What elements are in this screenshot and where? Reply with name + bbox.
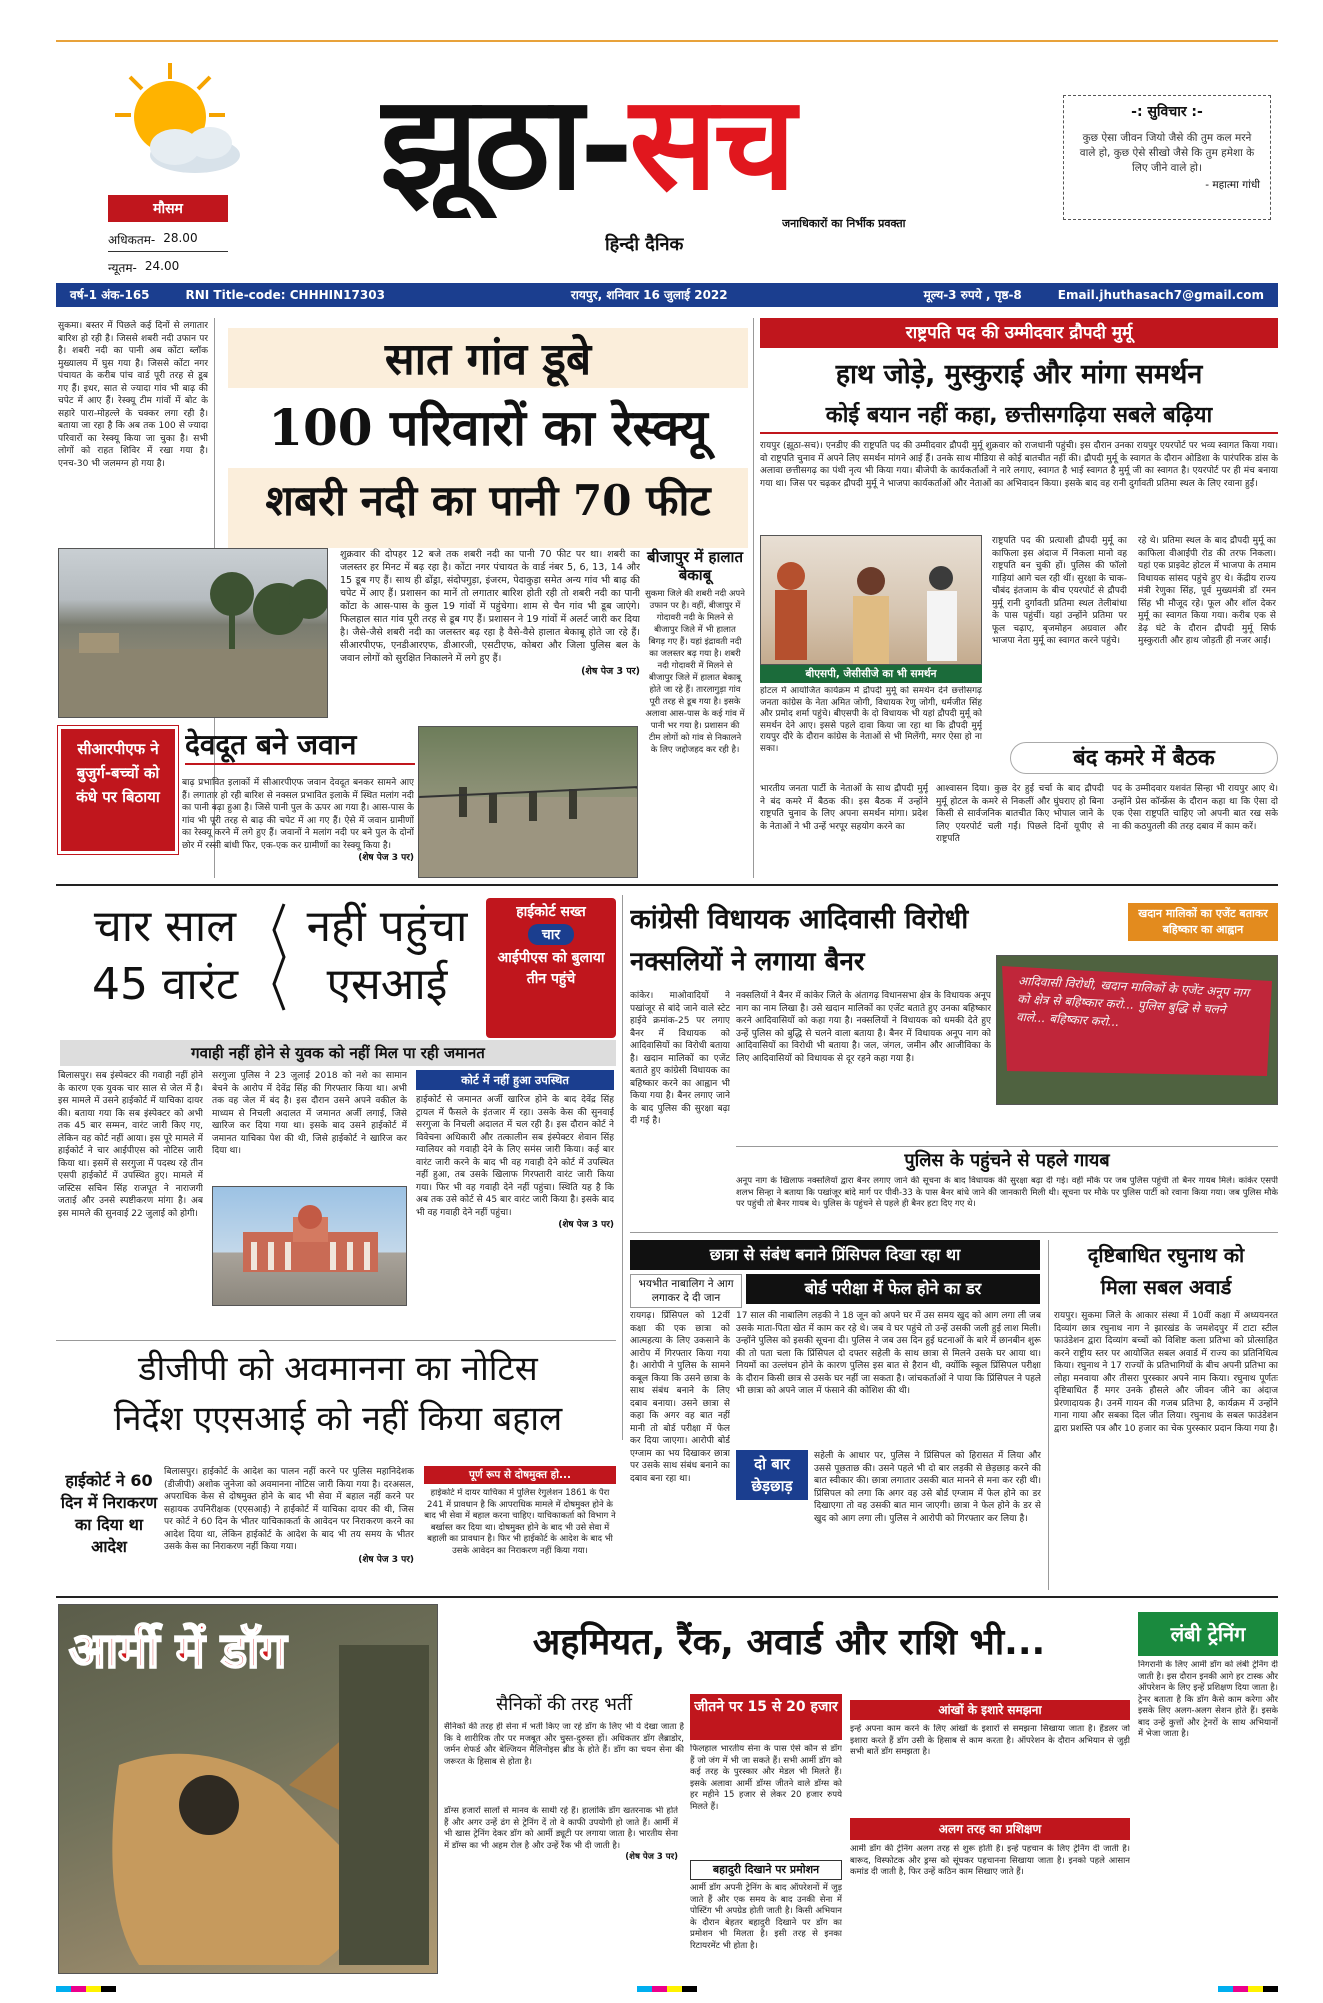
- highcourt-box-top: हाईकोर्ट सख्त: [516, 904, 586, 920]
- flood-headline-box: [228, 328, 748, 548]
- murmu-photo-text: होटल में आयोजित कार्यक्रम में द्रौपदी मुर्मू को समर्थन देने छत्तीसगढ़ जनता कांग्रेस के नेता अमित जोगी, विधायक रेणु जोगी, धर्मजीत सिंह और प्रमोद शर्मा पहुंचे। बीएसपी के दो विधायक भी यहां द्रौपदी मुर्मू को समर्थन देने आए। इससे पहले दावा किया जा रहा था कि द्रौपदी मुर्मू रायपुर दौरे के दौरान कांग्रेस के नेताओं से भी मिलेंगी, मगर ऐसा हो ना सका।: [760, 686, 982, 754]
- thought-text: कुछ ऐसा जीवन जियो जैसे की तुम कल मरने वाले हो, कुछ ऐसे सीखो जैसे कि तुम हमेशा के लिए जीने वाले हो।: [1079, 132, 1255, 174]
- edition-date: रायपुर, शनिवार 16 जुलाई 2022: [570, 288, 728, 302]
- award-head-2: मिला सबल अवार्ड: [1100, 1275, 1232, 1299]
- principal-head-2: बोर्ड परीक्षा में फेल होने का डर: [746, 1274, 1040, 1304]
- bracket-divider: [270, 902, 290, 1012]
- eye-text: इन्हें अपना काम करने के लिए आंखों के इशारों से समझना सिखाया जाता है। हैंडलर जो इशारा करते हैं डॉग उसी के हिसाब से काम करता है। ऑपरेशन के दौरान अभियान से जुड़ी सभी बातें डॉग समझता है।: [850, 1724, 1130, 1757]
- weather-label: मौसम: [108, 195, 228, 222]
- acquit-text: हाईकोर्ट में दायर याचिका में पुलिस रेगुलेशन 1861 के पैरा 241 में प्रावधान है कि आपराधिक मामले में दोषमुक्त होने के बाद भी सेवा में बहाल करना चाहिए। याचिकाकर्ता को विभाग ने बर्खास्त कर दिया था। दोषमुक्त होने के बाद भी उसे सेवा में बहाली का प्रावधान है। फिर भी हाईकोर्ट के आदेश के बाद भी उसके आवेदन का निराकरण नहीं किया गया।: [424, 1488, 616, 1556]
- murmu-col-b: रहे थे। प्रतिमा स्थल के बाद द्रौपदी मुर्मू का काफिला वीआईपी रोड की तरफ निकला। यहां एक प्राइवेट होटल में भाजपा के तमाम विधायक सांसद पहुंचे हुए थे। केंद्रीय राज्य मंत्री रेणुका सिंह, पूर्व मुख्यमंत्री डॉ रमन सिंह भी मौजूद रहे। फूल और शॉल देकर मुर्मू का स्वागत किया गया। करीब एक से डेढ़ घंटे के दौरान द्रौपदी मुर्मू सिर्फ मुस्कुराती और हाथ जोड़ती ही नजर आईं।: [1138, 536, 1276, 646]
- naxal-banner-text: आदिवासी विरोधी, खदान मालिकों के एजेंट अनूप नाग को क्षेत्र से बहिष्कार करो... पुलिस बुद्धि से चलने वाले... बहिष्कार करो...: [1015, 973, 1250, 1030]
- warrant-headline: [60, 898, 480, 1028]
- acquit-head: पूर्ण रूप से दोषमुक्त हो...: [424, 1466, 616, 1484]
- principal-box: दो बार छेड़छाड़: [736, 1450, 808, 1500]
- murmu-col-a: राष्ट्रपति पद की प्रत्याशी द्रौपदी मुर्मू का काफिला इस अंदाज में निकला मानो वह राष्ट्रपति बन चुकी हों। पुलिस की फॉलो गाड़ियां आगे चल रही थीं। सुरक्षा के चाक-चौबंद इंतजाम के बीच एयरपोर्ट से द्रौपदी मुर्मू रानी दुर्गावती प्रतिमा स्थल तेलीबांधा के पास पहुंचीं। यहां उन्होंने प्रतिमा पर फूल चढ़ाए, बृजमोहन अग्रवाल और भाजपा नेता मुर्मू का स्वागत करने पहुंचे।: [992, 536, 1127, 646]
- award-text: रायपुर। सुकमा जिले के आकार संस्था में 10वीं कक्षा में अध्ययनरत दिव्यांग छात्र रघुनाथ नाग ने झारखंड के जमशेदपुर में टाटा स्टील फाउंडेशन द्वारा दिव्यांग बच्चों को विशिष्ट कला प्रतिभा को प्रोत्साहित करने राष्ट्रीय स्तर पर आयोजित सबल अवार्ड में राज्य का प्रतिनिधित्व किया। रघुनाथ ने 17 राज्यों के प्रतिभागियों के बीच अपनी प्रतिभा का लोहा मनवाया और तीसरा पुरस्कार अपने नाम किया। रघुनाथ पूर्णतः दृष्टिबाधित हैं मगर उनके हौसले और जीवन जीने का अंदाज प्रेरणादायक है। उनमें गायन की गजब प्रतिभा है, कार्यक्रम में उन्होंने गाना गाया और सबका दिल जीत लिया। रघुनाथ के सबल फाउंडेशन द्वारा प्रशस्ति पत्र और 10 हजार का चेक पुरस्कार प्रदान किया गया है।: [1054, 1311, 1278, 1434]
- flood-head-2: 100 परिवारों का रेस्क्यू: [228, 388, 748, 468]
- thought-title: -: सुविचार :-: [1131, 104, 1203, 120]
- naxal-col-1: कांकेर। माओवादियों ने पखांजूर से बांदे जाने वाले स्टेट हाईवे क्रमांक-25 पर लगाए बैनर में विधायक को आदिवासियों का विरोधी बताया है। खदान मालिकों का एजेंट बताते हुए कांग्रेसी विधायक का बहिष्कार करने का आह्वान भी किया गया है। बैनर लगाए जाने के बाद पुलिस की सुरक्षा बढ़ा दी गई है।: [630, 991, 730, 1126]
- army-col-1: सैनिकों की तरह ही सेना में भर्ती किए जा रहे डॉग के लिए भी ये देखा जाता है कि वे शारीरिक तौर पर मजबूत और चुस्त-दुरुस्त हों। अधिकतर डॉग लैब्राडोर, जर्मन शेफर्ड और बेल्जियन मैलिनोइस ब्रीड के होते हैं। डॉग का चयन सेना की जरूरत के हिसाब से होता है।: [444, 1722, 684, 1767]
- closed-room-head: बंद कमरे में बैठक: [1010, 742, 1278, 774]
- weather-min: न्यूतम- 24.00: [108, 256, 228, 275]
- promo-head-label: बहादुरी दिखाने पर प्रमोशन: [690, 1860, 842, 1880]
- sun-cloud-icon: [100, 55, 250, 185]
- highcourt-box: [486, 898, 616, 1038]
- bail-strip: गवाही नहीं होने से युवक को नहीं मिल पा रही जमानत: [60, 1040, 616, 1066]
- court-text: हाईकोर्ट से जमानत अर्जी खारिज होने के बाद देवेंद्र सिंह ट्रायल में फैसले के इंतजार में रहा। उसके केस की सुनवाई सरगुजा के निचली अदालत में चल रही है। इस दौरान कोर्ट ने विवेचना अधिकारी और तत्कालीन सब इंस्पेक्टर शेवान सिंह ग्वालियर को गवाही देने के लिए समंस जारी किया। कई बार वारंट जारी करने के बाद भी वह गवाही देने कोर्ट में उपस्थित नहीं हुआ, तब उसके खिलाफ गिरफ्तारी वारंट जारी किया गया। फिर भी वह गवाही देने नहीं पहुंचा। स्थिति यह है कि अब तक उसे कोर्ट से 45 बार वारंट जारी किया है। इसके बाद भी वह गवाही देने नहीं पहुंचा। (शेष पेज 3 पर): [416, 1095, 614, 1230]
- murmu-intro: रायपुर (झूठा-सच)। एनडीए की राष्ट्रपति पद की उम्मीदवार द्रौपदी मुर्मू शुक्रवार को राजधानी पहुंची। इस दौरान उनका रायपुर एयरपोर्ट पर भव्य स्वागत किया गया। वो राष्ट्रपति चुनाव में अपने लिए समर्थन मांगने आई हैं। उनके साथ मीडिया से कोई बातचीत नहीं की। द्रौपदी मुर्मू के स्वागत के दौरान ओडिशा के पारंपरिक डांस के अलावा छत्तीसगढ़ का पंथी नृत्य भी किया गया। बीजेपी के कार्यकर्ताओं ने नारे लगाए, स्वागत है भाई स्वागत है मुर्मू जी का स्वागत है। एयरपोर्ट पर ही मंच बनाया गया था। जिस पर चढ़कर द्रौपदी मुर्मू ने भाजपा कार्यकर्ताओं और नेताओं का अभिवादन किया। इसके बाद वह रानी दुर्गावती प्रतिमा स्थल के लिए रवाना हुईं।: [760, 441, 1278, 489]
- price-pages: मूल्य-3 रुपये , पृष्ठ-8: [923, 288, 1022, 302]
- registration-bar: [56, 1986, 1278, 1992]
- murmu-photo: [760, 535, 982, 665]
- devdoot-head: देवदूत बने जवान: [185, 727, 415, 765]
- diff-text: आर्मी डॉग की ट्रेनिंग अलग तरह से शुरू होती है। इन्हें पहचान के लिए ट्रेनिंग दी जाती है। बारूद, विस्फोटक और ड्रग्स को सूंघकर पहचानना सिखाया जाता है। इनको पहले आसान कमांड दी जाती है, फिर उन्हें कठिन काम सिखाए जाते हैं।: [850, 1844, 1130, 1877]
- flood-head-1: सात गांव डूबे: [384, 334, 592, 385]
- promo-text: आर्मी डॉग अपनी ट्रेनिंग के बाद ऑपरेशनों में जुड़ जाते हैं और एक समय के बाद उनकी सेना में पोस्टिंग भी अपग्रेड होती जाती है। किसी अभियान के दौरान बेहतर बहादुरी दिखाने पर डॉग का प्रमोशन भी मिलता है। इसी तरह से इनका रिटायरमेंट भी होता है।: [690, 1883, 842, 1951]
- flood-body: शुक्रवार की दोपहर 12 बजे तक शबरी नदी का पानी 70 फीट पर था। शबरी का जलस्तर हर मिनट में बढ़ रहा है। कोंटा नगर पंचायत के वार्ड नंबर 5, 6, 13, 14 और 15 डूब गए हैं। साथ ही ढोंड्रा, संदोपगुड़ा, इंजरम, पेदाकुड़ा समेत अन्य गांव भी बाढ़ की चपेट में आए हैं। प्रशासन का मानें तो लगातार बारिश होती रही तो शबरी नदी का पानी कोंटा के आस-पास के कुल 19 गांवों में पहुंचेगा। शाम से चैन गांव भी डूब जाएंगे। फिलहाल सात गांव पूरी तरह से डूब गए हैं। प्रशासन ने 19 गांवों में अलर्ट जारी कर दिया है। जैसे-जैसे शबरी नदी का जलस्तर बढ़ रहा है वैसे-वैसे हालात बेकाबू होते जा रहे हैं। सीआरपीएफ, एनडीआरएफ, डीआरजी, एसटीएफ, कोबरा और जिला पुलिस बल के जवान लोगों को सुरक्षित निकालने में लगे हुए हैं। (शेष पेज 3 पर): [340, 549, 640, 677]
- masthead-tagline: जनाधिकारों का निर्भीक प्रवक्ता: [782, 217, 906, 230]
- flood-photo: [58, 548, 328, 718]
- dgp-head-2: निर्देश एएसआई को नहीं किया बहाल: [113, 1399, 563, 1439]
- diff-head: अलग तरह का प्रशिक्षण: [850, 1818, 1130, 1840]
- warrant-left: बिलासपुर। सब इंस्पेक्टर की गवाही नहीं होने के कारण एक युवक चार साल से जेल में है। इस मामले में उसने हाईकोर्ट में याचिका दायर की। बताया गया कि सब इंस्पेक्टर को अभी तक 45 बार सम्मन, वारंट जारी किए गए, लेकिन वह कोर्ट नहीं आया। इस पूरे मामले में हाईकोर्ट ने चार आईपीएस को नोटिस जारी किया था। इसमें से सरगुजा में पदस्थ रहे तीन एसपी हाईकोर्ट में उपस्थित हुए। मामले में जस्टिस सचिन सिंह राजपूत ने नाराजगी जताई और उनसे स्पष्टीकरण मांगा है। अब इस मामले की सुनवाई 22 जुलाई को होगी।: [58, 1071, 203, 1219]
- army-sub: सैनिकों की तरह भर्ती: [496, 1694, 632, 1715]
- flood-head-3: शबरी नदी का पानी 70 फीट: [265, 476, 711, 525]
- bijapur-head: बीजापुर में हालात बेकाबू: [647, 548, 743, 584]
- murmu-bottom-1: भारतीय जनता पार्टी के नेताओं के साथ द्रौपदी मुर्मू ने बंद कमरे में बैठक की। इस बैठक में उन्होंने राष्ट्रपति चुनाव के लिए अपना समर्थन मांगा। प्रदेश के नेताओं ने भी उन्हें भरपूर सहयोग करने का: [760, 784, 928, 832]
- prize-text: फिलहाल भारतीय सेना के पास ऐसे कौन से डॉग हैं जो जंग में भी जा सकते हैं। सभी आर्मी डॉग को कई तरह के पुरस्कार और मेडल भी मिलते हैं। इसके अलावा आर्मी डॉग्स जीतने वाले डॉग्स को हर महीने 15 हजार से लेकर 20 हजार रुपये मिलते हैं।: [690, 1744, 842, 1812]
- devdoot-text: बाढ़ प्रभावित इलाकों में सीआरपीएफ जवान देवदूत बनकर सामने आए हैं। लगातार हो रही बारिश से नक्सल प्रभावित इलाके में स्थित मलांग नदी का पानी बढ़ा हुआ है। जिसे पानी पुल के ऊपर आ गया है। आस-पास के गांव भी पूरी तरह से बाढ़ की चपेट में आ गए हैं। ऐसे में जवान ग्रामीणों का रेस्क्यू करने में लगे हुए हैं। जवानों ने मलांग नदी पर बने पुल के दोनों छोर में रस्सी बांधी फिर, एक-एक कर ग्रामीणों का रेस्क्यू किया है। (शेष पेज 3 पर): [182, 778, 414, 863]
- warrant-h2: 45 वारंट: [91, 959, 238, 1010]
- principal-col-3: सहेली के आधार पर, पुलिस ने प्रिंसिपल को हिरासत में लिया और उससे पूछताछ की। उसने पहले भी दो बार लड़की से छेड़छाड़ करने की बात स्वीकार की। छात्रा लगातार उसकी बात मानने से मना कर रही थी। प्रिंसिपल को लगा कि अगर वह उसे बोर्ड एग्जाम में फेल होने का डर दिखाएगा तो वह उसकी बात मान जाएगी। छात्रा ने फेल होने के डर से खुद को आग लगा ली। पुलिस ने आरोपी को गिरफ्तार कर लिया है।: [814, 1451, 1041, 1524]
- masthead-subtitle: हिन्दी दैनिक: [605, 234, 684, 255]
- murmu-banner: राष्ट्रपति पद की उम्मीदवार द्रौपदी मुर्मू: [760, 318, 1278, 348]
- info-bar: [56, 283, 1278, 307]
- rni-code: RNI Title-code: CHHHIN17303: [185, 288, 385, 302]
- warrant-h1: चार साल: [93, 901, 237, 952]
- murmu-photo-caption: बीएसपी, जेसीसीजे का भी समर्थन: [760, 665, 982, 683]
- thought-author: - महात्मा गांधी: [1205, 179, 1260, 191]
- masthead-title: झूठा-सच: [380, 68, 792, 218]
- murmu-bottom-3: पद के उम्मीदवार यशवंत सिन्हा भी रायपुर आए थे। उन्होंने प्रेस कॉन्फ्रेंस के दौरान कहा था कि ऐसा दो एक ऐसा राष्ट्रपति चाहिए जो अपनी बात रख सके ना की कठपुतली की तरह दबाव में काम करें।: [1112, 784, 1278, 832]
- murmu-bottom-2: आश्वासन दिया। कुछ देर हुई चर्चा के बाद द्रौपदी मुर्मू होटल के कमरे से निकलीं और घुंघराए हो बिना किसी से सार्वजनिक बातचीत किए भोपाल जाने के लिए एयरपोर्ट चली गईं। पिछले दिनों यूपीए से राष्ट्रपति: [936, 784, 1104, 844]
- murmu-head: हाथ जोड़े, मुस्कुराई और मांगा समर्थन: [835, 359, 1203, 390]
- police-head: पुलिस के पहुंचने से पहले गायब: [736, 1146, 1278, 1175]
- flood-left-column: सुकमा। बस्तर में पिछले कई दिनों से लगातार बारिश हो रही है। जिससे शबरी नदी उफान पर है। शबरी नदी का पानी अब कोंटा ब्लॉक मुख्यालय में घुस गया है। जिससे कोंटा नगर पंचायत के करीब पांच वार्ड पूरी तरह से डूब गए हैं। इधर, सात से ज्यादा गांव भी बाढ़ की चपेट में आए हैं। रेस्क्यू टीम गांवों में बोट के सहारे पारा-मोहल्ले के चक्कर लगा रही है। बताया जा रहा है कि अब तक 100 से ज्यादा परिवारों का रेस्क्यू किया जा चुका है। सभी लोगों को राहत शिविर में रखा गया है। एनच-30 भी जलमग्न हो गया है।: [58, 321, 208, 469]
- army-head: अहमियत, रैंक, अवार्ड और राशि भी...: [532, 1622, 1046, 1663]
- email: Email.jhuthasach7@gmail.com: [1057, 288, 1264, 302]
- weather-box: [100, 55, 250, 275]
- court-head: कोर्ट में नहीं हुआ उपस्थित: [416, 1070, 614, 1090]
- naxal-head-2: नक्सलियों ने लगाया बैनर: [630, 947, 865, 977]
- crpf-box: सीआरपीएफ ने बुजुर्ग-बच्चों को कंधे पर बिठाया: [58, 726, 178, 854]
- army-main-text: डॉग्स हजारों सालों से मानव के साथी रहे हैं। हालांकि डॉग खतरनाक भी होते हैं और अगर उन्हें ढंग से ट्रेनिंग दें तो वे काफी उपयोगी हो जाते हैं। आर्मी में भी खास ट्रेनिंग देकर डॉग को आर्मी ड्यूटी पर लगाया जाता है। भारतीय सेना में डॉग्स का भी अहम रोल है और उन्हें रैंक भी दी जाती है। (शेष पेज 3 पर): [444, 1806, 678, 1862]
- top-rule: [56, 40, 1278, 42]
- highcourt-box-rest: आईपीएस को बुलाया तीन पहुंचे: [497, 950, 605, 987]
- principal-col-2: 17 साल की नाबालिग लड़की ने 18 जून को अपने घर में उस समय खुद को आग लगा ली जब उसके माता-पिता खेत में काम कर रहे थे। जब वे घर पहुंचे तो उन्हें उसकी जली हुई लाश मिली। उन्होंने पुलिस को इसकी सूचना दी। पुलिस ने जब उस दिन हुई घटनाओं के बारे में छानबीन शुरू की तो पता चला कि प्रिंसिपल दो दफ्तर सहेली के साथ छात्रा से मिलने उसके घर आया था। नियमों का उल्लंघन होने के कारण पुलिस इस बात से हैरान थी, क्योंकि स्कूल प्रिंसिपल परीक्षा के दौरान किसी छात्र से उसके घर नहीं जा सकता है। जांचकर्ताओं ने पाया कि प्रिंसिपल ने पहले भी छात्रा को अपने जाल में फंसाने की कोशिश की थी।: [736, 1311, 1041, 1396]
- issue-number: वर्ष-1 अंक-165: [70, 288, 150, 302]
- award-head-1: दृष्टिबाधित रघुनाथ को: [1087, 1243, 1245, 1267]
- army-dog-photo: [58, 1604, 438, 1974]
- army-title: आर्मी में डॉग: [69, 1623, 287, 1679]
- warrant-h3: नहीं पहुंचा: [306, 901, 468, 952]
- principal-col-1: रायगढ़। प्रिंसिपल को 12वीं कक्षा की एक छात्रा को आत्महत्या के लिए उकसाने के आरोप में गिरफ्तार किया गया है। आरोपी ने पुलिस के सामने कबूल किया कि उसने छात्रा के साथ संबंध बनाने के लिए दबाव बनाया। उसने छात्रा से कहा कि अगर वह बात नहीं मानी तो बोर्ड परीक्षा में फेल कर दिया जाएगा। आरोपी बोर्ड एग्जाम का भय दिखाकर छात्रा पर उसके साथ संबंध बनाने का दबाव बना रहा था।: [630, 1311, 730, 1484]
- warrant-mid: सरगुजा पुलिस ने 23 जुलाई 2018 को नशे का सामान बेचने के आरोप में देवेंद्र सिंह की गिरफ्तार किया था। अभी तक वह जेल में बंद है। इस दौरान उसने अपने वकील के माध्यम से निचली अदालत में जमानत अर्जी लगाई, जिसे खारिज कर दिया गया था। इसके बाद उसने हाईकोर्ट में जमानत याचिका पेश की थी, जिसे हाईकोर्ट ने खारिज कर दिया था।: [212, 1071, 407, 1156]
- dgp-side: हाईकोर्ट ने 60 दिन में निराकरण का दिया था आदेश: [60, 1471, 158, 1556]
- weather-max: अधिकतम- 28.00: [108, 228, 228, 252]
- naxal-col-2: नक्सलियों ने बैनर में कांकेर जिले के अंतागढ़ विधानसभा क्षेत्र के विधायक अनूप नाग का नाम लिखा है। उसे खदान मालिकों का एजेंट बताते हुए उनका बहिष्कार करने आदिवासियों को कहा गया है। नक्सलियों ने विधायक को धमकी देते हुए उन्हें पुलिस को बुद्धि से चलने वाला बताया है। बैनर में विधायक अनूप नाग को आदिवासियों का विरोधी भी बताया है। जल, जंगल, जमीन और आजीविका के लिए आदिवासियों को विधायक से दूर रहने कहा गया है।: [736, 991, 991, 1064]
- police-text: अनूप नाग के खिलाफ नक्सलियों द्वारा बैनर लगाए जाने की सूचना के बाद विधायक की सुरक्षा बढ़ा दी गई। वहीं मौके पर जब पुलिस पहुंची तो बैनर गायब मिले। कांकेर एसपी शलभ सिन्हा ने बताया कि पखांजूर बांदे मार्ग पर पीवी-33 के पास बैनर बांधे जाने की जानकारी मिली थी। सूचना पर मौके पर पुलिस पार्टी को रवाना किया गया। जब पुलिस मौके पर पहुंची तो बैनर गायब थे। पुलिस के पहुंचने से पहले ही बैनर हटा दिए गए थे।: [736, 1176, 1278, 1209]
- principal-side: भयभीत नाबालिग ने आग लगाकर दे दी जान: [630, 1274, 742, 1308]
- eye-head: आंखों के इशारे समझना: [850, 1700, 1130, 1720]
- highcourt-box-char: चार: [528, 924, 574, 945]
- naxal-tag: खदान मालिकों का एजेंट बताकर बहिष्कार का आह्वान: [1128, 903, 1278, 941]
- bijapur-text: सुकमा जिले की शबरी नदी अपने उफान पर है। वहीं, बीजापुर में गोदावरी नदी के मिलने से बीजापुर जिले में भी हालात बिगड़ गए हैं। यहां इंद्रावती नदी का जलस्तर बढ़ गया है। शबरी नदी गोदावरी में मिलने से बीजापुर जिले में हालात बेकाबू होते जा रहे हैं। तारलागुड़ा गांव पूरी तरह से डूब गया है। इसके अलावा आस-पास के कई गांव में पानी भर गया है। प्रशासन की टीम लोगों को गांव से निकालने के लिए जद्दोजहद कर रही है।: [645, 589, 745, 755]
- thought-box: [1063, 95, 1271, 220]
- highcourt-photo: [212, 1186, 407, 1306]
- dgp-text: बिलासपुर। हाईकोर्ट के आदेश का पालन नहीं करने पर पुलिस महानिदेशक (डीजीपी) अशोक जुनेजा को अवमानना नोटिस जारी किया गया है। दरअसल, अपराधिक केस से दोषमुक्त होने के बाद भी सेवा में बहाल नहीं करने पर सहायक उपनिरीक्षक (एएसआई) ने हाईकोर्ट में याचिका दायर की थी, जिस पर कोर्ट ने 60 दिन के भीतर याचिकाकर्ता के आवेदन पर निराकरण करने का आदेश दिया था, लेकिन हाईकोर्ट के आदेश के बाद भी तय समय के भीतर उसके केस का निराकरण नहीं किया गया। (शेष पेज 3 पर): [164, 1467, 414, 1565]
- bijapur-box: [645, 548, 745, 878]
- naxal-banner-photo: [996, 955, 1278, 1105]
- principal-head-1: छात्रा से संबंध बनाने प्रिंसिपल दिखा रहा था: [630, 1240, 1040, 1270]
- dgp-head-1: डीजीपी को अवमानना का नोटिस: [138, 1349, 538, 1389]
- prize-head: जीतने पर 15 से 20 हजार: [690, 1694, 842, 1740]
- murmu-sub: कोई बयान नहीं कहा, छत्तीसगढ़िया सबले बढ़िया: [760, 400, 1278, 434]
- naxal-head-1: कांग्रेसी विधायक आदिवासी विरोधी: [630, 904, 969, 935]
- army-right: निगरानी के लिए आर्मी डॉग को लंबी ट्रेनिंग दी जाती है। इस दौरान इनकी आगे हर टास्क और ऑपरेशन के लिए इन्हें प्रशिक्षण दिया जाता है। ट्रेनर बताता है कि डॉग कैसे काम करेगा और इसके लिए अलग-अलग सेशन होते हैं। इसके बाद उन्हें कुत्तों और ट्रेनरों के साथ अभियानों में भेजा जाता है।: [1138, 1660, 1278, 1739]
- flood-continued: (शेष पेज 3 पर): [581, 666, 640, 677]
- army-tag: लंबी ट्रेनिंग: [1138, 1612, 1278, 1656]
- promo-box: [690, 1860, 842, 1974]
- warrant-h4: एसआई: [326, 959, 448, 1010]
- rescue-photo: [418, 726, 638, 878]
